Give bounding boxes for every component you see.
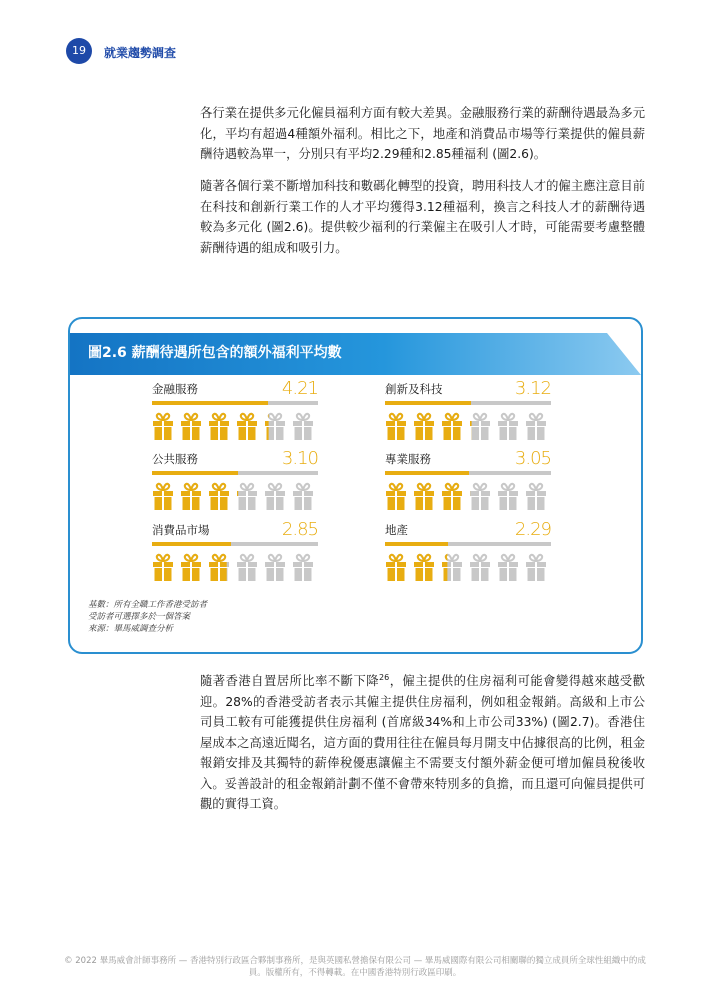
gift-icon (441, 481, 463, 511)
gift-icon (236, 552, 258, 582)
gift-icon (236, 481, 258, 511)
benefit-bar-track (152, 401, 318, 405)
benefit-bar-fill (385, 542, 448, 546)
gift-icon (152, 552, 174, 582)
benefit-gift-icons (152, 552, 318, 584)
gift-icon (264, 552, 286, 582)
section-title: 就業趨勢調查 (104, 46, 177, 60)
benefit-gift-icons (152, 481, 318, 513)
body-paragraph-3-start: 隨著香港自置居所比率不斷下降 (200, 674, 380, 688)
benefit-item-tech (385, 378, 551, 445)
benefit-item-financial (152, 378, 318, 445)
gift-icon (180, 552, 202, 582)
gift-icon (208, 481, 230, 511)
benefit-value: 4.21 (281, 378, 318, 399)
footnote-ref-26: 26 (379, 672, 390, 682)
benefit-label: 消費品市場 (152, 523, 210, 537)
figure-note-base: 基數：所有全職工作香港受訪者 (88, 600, 208, 610)
benefit-bar-track (152, 471, 318, 475)
benefit-bar-fill (385, 471, 469, 475)
gift-icon (497, 411, 519, 441)
benefit-bar-fill (152, 542, 231, 546)
gift-icon (413, 481, 435, 511)
gift-icon (385, 411, 407, 441)
figure-note-source: 來源：畢馬威調查分析 (88, 624, 174, 634)
gift-icon (236, 411, 258, 441)
page-number-badge: 19 (66, 38, 92, 64)
gift-icon (152, 411, 174, 441)
benefit-gift-icons (385, 481, 551, 513)
benefit-bar-track (385, 471, 551, 475)
benefit-label: 創新及科技 (385, 382, 443, 396)
body-paragraph-3-rest: ，僱主提供的住房福利可能會變得越來越受歡迎。28%的香港受訪者表示其僱主提供住房福利，例如租金報銷。高級和上市公司員工較有可能獲提供住房福利 (首席級34%和上市公司33%) (圖2.7)。香港住屋成本之高遠近聞名，這方面的費用往往在僱員每月開支中佔據很高的比例，租金報銷安排及其獨特的薪俸稅優惠讓僱主不需要支付額外薪金便可增加僱員稅後收入。妥善設計的租金報銷計劃不僅不會帶來特別多的負擔，而且還可向僱員提供可觀的實得工資。 (200, 674, 645, 811)
gift-icon (525, 481, 547, 511)
benefit-item-public (152, 448, 318, 515)
gift-icon (525, 552, 547, 582)
benefit-label: 專業服務 (385, 452, 431, 466)
figure-note-multiple: 受訪者可選擇多於一個答案 (88, 612, 191, 622)
benefit-bar-track (152, 542, 318, 546)
gift-icon (292, 411, 314, 441)
benefit-gift-icons (385, 552, 551, 584)
gift-icon (497, 552, 519, 582)
benefit-item-property (385, 519, 551, 586)
gift-icon (152, 481, 174, 511)
footer-copyright: © 2022 畢馬威會計師事務所 — 香港特別行政區合夥制事務所，是與英國私營擔保有限公司 — 畢馬威國際有限公司相關聯的獨立成員所全球性組織中的成員。版權所有，不得轉載。在中國香港特別行政區印刷。 (64, 956, 646, 978)
benefit-bar-fill (385, 401, 471, 405)
gift-icon (180, 481, 202, 511)
benefit-label: 金融服務 (152, 382, 198, 396)
benefit-item-professional (385, 448, 551, 515)
benefit-value: 3.05 (514, 448, 551, 469)
benefit-label: 公共服務 (152, 452, 198, 466)
gift-icon (264, 481, 286, 511)
gift-icon (208, 411, 230, 441)
benefit-value: 3.10 (281, 448, 318, 469)
benefit-value: 2.85 (281, 519, 318, 540)
benefit-gift-icons (385, 411, 551, 443)
gift-icon (441, 552, 463, 582)
body-paragraph-2: 隨著各個行業不斷增加科技和數碼化轉型的投資，聘用科技人才的僱主應注意目前在科技和創新行業工作的人才平均獲得3.12種福利，換言之科技人才的薪酬待遇較為多元化 (圖2.6)。提供較少福利的行業僱主在吸引人才時，可能需要考慮整體薪酬待遇的組成和吸引力。 (200, 179, 645, 255)
gift-icon (292, 552, 314, 582)
gift-icon (413, 411, 435, 441)
benefit-item-consumer (152, 519, 318, 586)
body-paragraph-3 (200, 671, 645, 815)
gift-icon (292, 481, 314, 511)
benefit-bar-track (385, 401, 551, 405)
benefit-value: 3.12 (514, 378, 551, 399)
gift-icon (469, 411, 491, 441)
gift-icon (469, 481, 491, 511)
gift-icon (497, 481, 519, 511)
gift-icon (441, 411, 463, 441)
gift-icon (180, 411, 202, 441)
figure-title: 圖2.6 薪酬待遇所包含的額外福利平均數 (88, 345, 342, 361)
benefit-bar-fill (152, 401, 268, 405)
figure-banner (70, 333, 641, 375)
gift-icon (469, 552, 491, 582)
benefit-value: 2.29 (514, 519, 551, 540)
gift-icon (385, 552, 407, 582)
body-paragraph-1: 各行業在提供多元化僱員福利方面有較大差異。金融服務行業的薪酬待遇最為多元化，平均有超過4種額外福利。相比之下，地產和消費品市場等行業提供的僱員薪酬待遇較為單一，分別只有平均2.29種和2.85種福利 (圖2.6)。 (200, 106, 645, 161)
benefit-label: 地產 (385, 523, 408, 537)
benefit-bar-fill (152, 471, 238, 475)
gift-icon (413, 552, 435, 582)
benefit-gift-icons (152, 411, 318, 443)
gift-icon (525, 411, 547, 441)
gift-icon (264, 411, 286, 441)
gift-icon (208, 552, 230, 582)
gift-icon (385, 481, 407, 511)
benefit-bar-track (385, 542, 551, 546)
